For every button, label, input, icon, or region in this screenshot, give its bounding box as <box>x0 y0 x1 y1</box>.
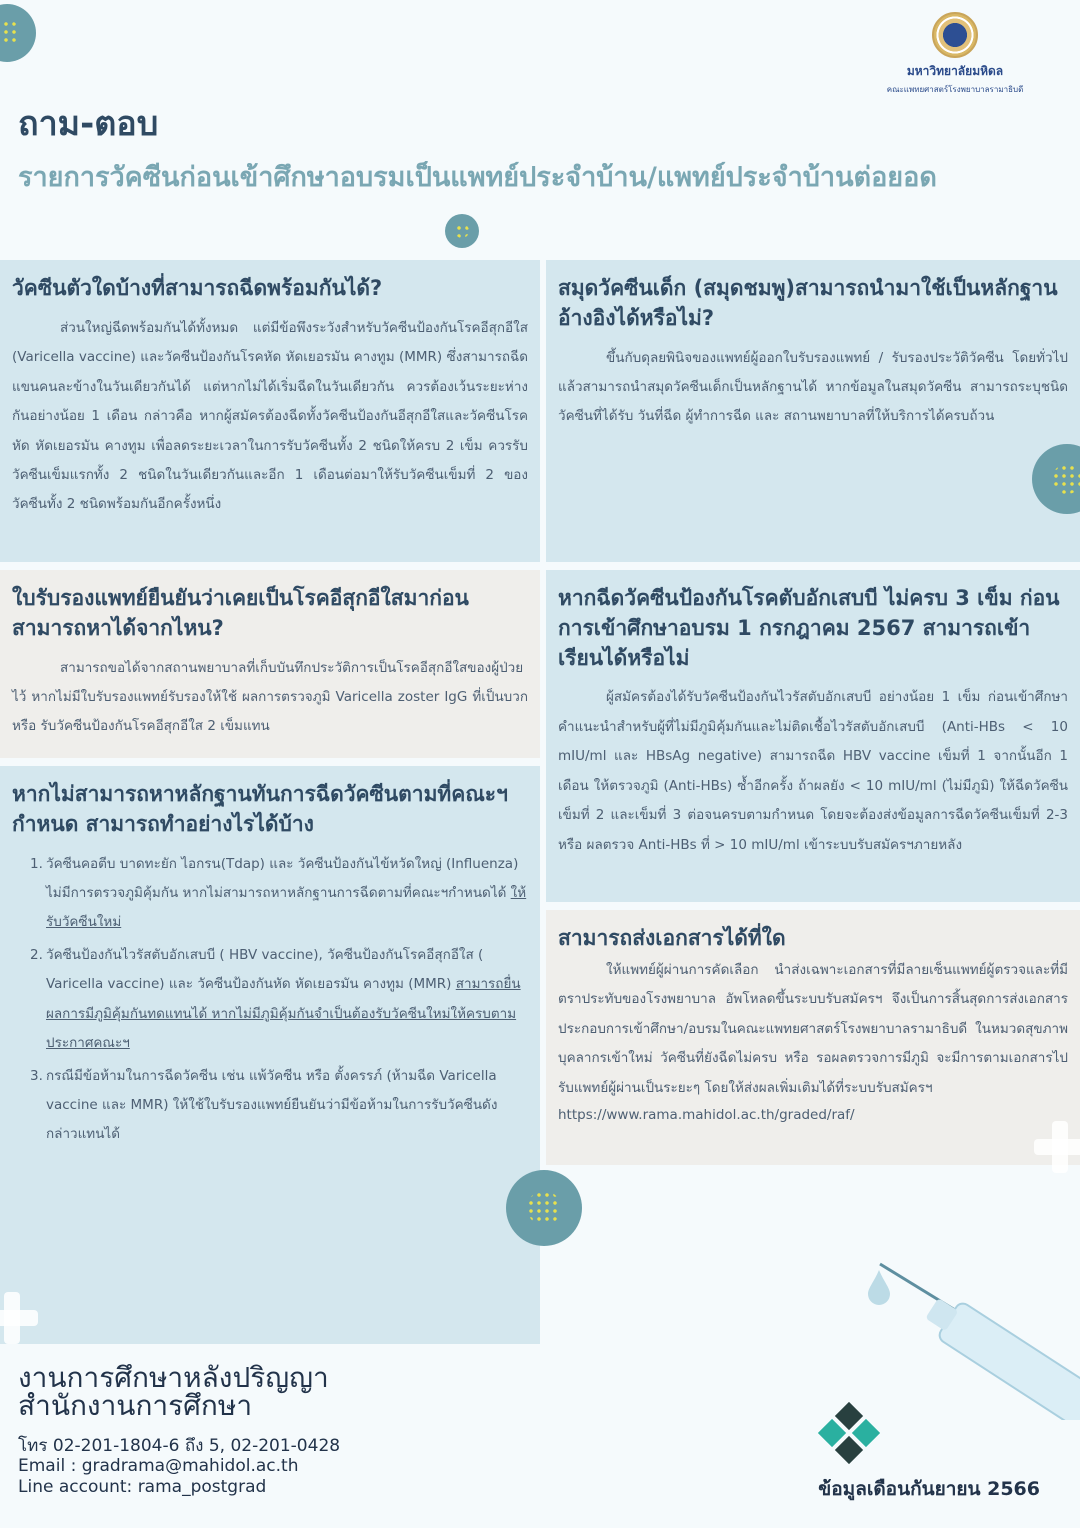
faq-answer: ส่วนใหญ่ฉีดพร้อมกันได้ทั้งหมด แต่มีข้อพึงระวังสำหรับวัคซีนป้องกันโรคอีสุกอีใส (Varicella vaccine) และวัคซีนป้องกันโรคหัด หัดเยอรมัน คางทูม (MMR) ซึ่งสามารถฉีดแขนคนละข้างในวันเดียวกันได้ แต่หากไม่ได้เริ่มฉีดในวันเดียวกัน ควรต้องเว้นระยะห่างกันอย่างน้อย 1 เดือน กล่าวคือ หากผู้สมัครต้องฉีดทั้งวัคซีนป้องกันอีสุกอีใสและวัคซีนโรคหัด หัดเยอรมัน คางทูม เพื่อลดระยะเวลาในการรับวัคซีนทั้ง 2 ชนิดให้ครบ 2 เข็ม ควรรับวัคซีนเข็มแรกทั้ง 2 ชนิดในวันเดียวกันและอีก 1 เดือนต่อมาให้รับวัคซีนเข็มที่ 2 ของวัคซีนทั้ง 2 ชนิดพร้อมกันอีกครั้งหนึ่ง <box>12 319 528 513</box>
line-account: Line account: rama_postgrad <box>18 1476 267 1497</box>
faq-answer: ผู้สมัครต้องได้รับวัคซีนป้องกันไวรัสตับอักเสบบี อย่างน้อย 1 เข็ม ก่อนเข้าศึกษา คำแนะนำสำหรับผู้ที่ไม่มีภูมิคุ้มกันและไม่ติดเชื้อไวรัสตับอักเสบบี (Anti-HBs < 10 mIU/ml และ HBsAg negative) สามารถฉีด HBV vaccine เข็มที่ 1 จากนั้นอีก 1 เดือน ให้ตรวจภูมิ (Anti-HBs) ซ้ำอีกครั้ง ถ้าผลยัง < 10 mIU/ml (ไม่มีภูมิ) ให้ฉีดวัคซีนเข็มที่ 2 และเข็มที่ 3 ต่อจนครบตามกำหนด โดยจะต้องส่งข้อมูลการฉีดวัคซีนเข็มที่ 2-3 หรือ ผลตรวจ Anti-HBs ที่ > 10 mIU/ml เข้าระบบรับสมัครฯภายหลัง <box>558 689 1068 853</box>
medical-cross-icon <box>0 1286 44 1350</box>
list-item: 2. วัคซีนป้องกันไวรัสตับอักเสบบี ( HBV vaccine), วัคซีนป้องกันโรคอีสุกอีใส ( Varicella vaccine) และ วัคซีนป้องกันหัด หัดเยอรมัน คางทูม (MMR) สามารถยื่นผลการมีภูมิคุ้มกันทดแทนได้ หากไม่มีภูมิคุ้มกันจำเป็นต้องรับวัคซีนใหม่ให้ครบตามประกาศคณะฯ <box>30 946 521 1052</box>
faq-panel-missing-evidence <box>0 766 540 1344</box>
list-item: 3. กรณีมีข้อห้ามในการฉีดวัคซีน เช่น แพ้วัคซีน หรือ ตั้งครรภ์ (ห้ามฉีด Varicella vaccine และ MMR) ให้ใช้ใบรับรองแพทย์ยืนยันว่ามีข้อห้ามในการรับวัคซีนดังกล่าวแทนได้ <box>30 1067 498 1143</box>
faq-panel-concurrent-vaccines <box>0 260 540 562</box>
faq-panel-document-submission <box>546 910 1080 1165</box>
page-subtitle: รายการวัคซีนก่อนเข้าศึกษาอบรมเป็นแพทย์ประจำบ้าน/แพทย์ประจำบ้านต่อยอด <box>18 162 937 193</box>
registration-link[interactable]: https://www.rama.mahidol.ac.th/graded/raf/ <box>558 1106 855 1123</box>
faq-question: หากไม่สามารถหาหลักฐานทันการฉีดวัคซีนตามที่คณะฯ กำหนด สามารถทำอย่างไรได้บ้าง <box>12 782 508 836</box>
faq-question: สมุดวัคซีนเด็ก (สมุดชมพู)สามารถนำมาใช้เป็นหลักฐานอ้างอิงได้หรือไม่? <box>558 276 1058 330</box>
list-item: 1. วัคซีนคอตีบ บาดทะยัก ไอกรน(Tdap) และ วัคซีนป้องกันไข้หวัดใหญ่ (Influenza) ไม่มีการตรวจภูมิคุ้มกัน หากไม่สามารถหาหลักฐานการฉีดตามที่คณะฯกำหนดได้ ให้รับวัคซีนใหม่ <box>30 855 527 931</box>
email-address: Email : gradrama@mahidol.ac.th <box>18 1456 299 1477</box>
faq-panel-hepatitis-b <box>546 570 1080 902</box>
ramathibodi-logo-icon <box>818 1402 880 1464</box>
faq-answer: ขึ้นกับดุลยพินิจของแพทย์ผู้ออกใบรับรองแพทย์ / รับรองประวัติวัคซีน โดยทั่วไปแล้วสามารถนำสมุดวัคซีนเด็กเป็นหลักฐานได้ หากข้อมูลในสมุดวัคซีน สามารถระบุชนิดวัคซีนที่ได้รับ วันที่ฉีด ผู้ทำการฉีด และ สถานพยาบาลที่ให้บริการได้ครบถ้วน <box>558 349 1068 425</box>
faq-panel-pink-book <box>546 260 1080 562</box>
faq-question: หากฉีดวัคซีนป้องกันโรคตับอักเสบบี ไม่ครบ 3 เข็ม ก่อนการเข้าศึกษาอบรม 1 กรกฎาคม 2567 สามารถเข้าเรียนได้หรือไม่ <box>558 586 1060 670</box>
virus-icon <box>0 4 36 62</box>
syringe-icon <box>860 1250 1080 1420</box>
faq-answer: สามารถขอได้จากสถานพยาบาลที่เก็บบันทึกประวัติการเป็นโรคอีสุกอีใสของผู้ป่วยไว้ หากไม่มีใบรับรองแพทย์รับรองให้ใช้ ผลการตรวจภูมิ Varicella zoster IgG ที่เป็นบวก หรือ รับวัคซีนป้องกันโรคอีสุกอีใส 2 เข็มแทน <box>12 659 528 735</box>
faq-panel-chickenpox-certificate <box>0 570 540 758</box>
university-logo <box>870 12 1040 96</box>
university-name: มหาวิทยาลัยมหิดล <box>906 64 1004 78</box>
medical-cross-icon <box>1028 1115 1080 1179</box>
virus-icon <box>1032 444 1080 514</box>
info-date: ข้อมูลเดือนกันยายน 2566 <box>818 1478 1040 1500</box>
underlined-note: สามารถยื่นผลการมีภูมิคุ้มกันทดแทนได้ หากไม่มีภูมิคุ้มกันจำเป็นต้องรับวัคซีนใหม่ให้ครบตามประกาศคณะฯ <box>46 976 521 1052</box>
virus-icon <box>506 1170 582 1246</box>
office-name: งานการศึกษาหลังปริญญา สำนักงานการศึกษา <box>18 1361 329 1422</box>
phone-number: โทร 02-201-1804-6 ถึง 5, 02-201-0428 <box>18 1436 341 1456</box>
faq-question: สามารถส่งเอกสารได้ที่ใด <box>558 926 786 950</box>
faq-question: ใบรับรองแพทย์ยืนยันว่าเคยเป็นโรคอีสุกอีใสมาก่อน สามารถหาได้จากไหน? <box>12 586 469 640</box>
underlined-note: ให้รับวัคซีนใหม่ <box>46 885 527 931</box>
faq-answer-list <box>12 850 528 1150</box>
virus-icon <box>445 214 479 248</box>
water-drop-icon <box>866 1268 892 1306</box>
faq-question: วัคซีนตัวใดบ้างที่สามารถฉีดพร้อมกันได้? <box>12 276 383 300</box>
mahidol-seal-icon <box>932 12 978 58</box>
contact-info <box>18 1436 340 1497</box>
page-title: ถาม-ตอบ <box>18 104 159 144</box>
faculty-name: คณะแพทยศาสตร์โรงพยาบาลรามาธิบดี <box>886 85 1024 94</box>
faq-answer: ให้แพทย์ผู้ผ่านการคัดเลือก นำส่งเฉพาะเอกสารที่มีลายเซ็นแพทย์ผู้ตรวจและที่มีตราประทับของโรงพยาบาล อัพโหลดขึ้นระบบรับสมัครฯ จึงเป็นการสิ้นสุดการส่งเอกสารประกอบการเข้าศึกษา/อบรมในคณะแพทยศาสตร์โรงพยาบาลรามาธิบดี ในหมวดสุขภาพบุคลากรเข้าใหม่ วัคซีนที่ยังฉีดไม่ครบ หรือ รอผลตรวจการมีภูมิ จะมีการตามเอกสารไปรับแพทย์ผู้ผ่านเป็นระยะๆ โดยให้ส่งผลเพิ่มเติมได้ที่ระบบรับสมัครฯ <box>558 961 1068 1096</box>
